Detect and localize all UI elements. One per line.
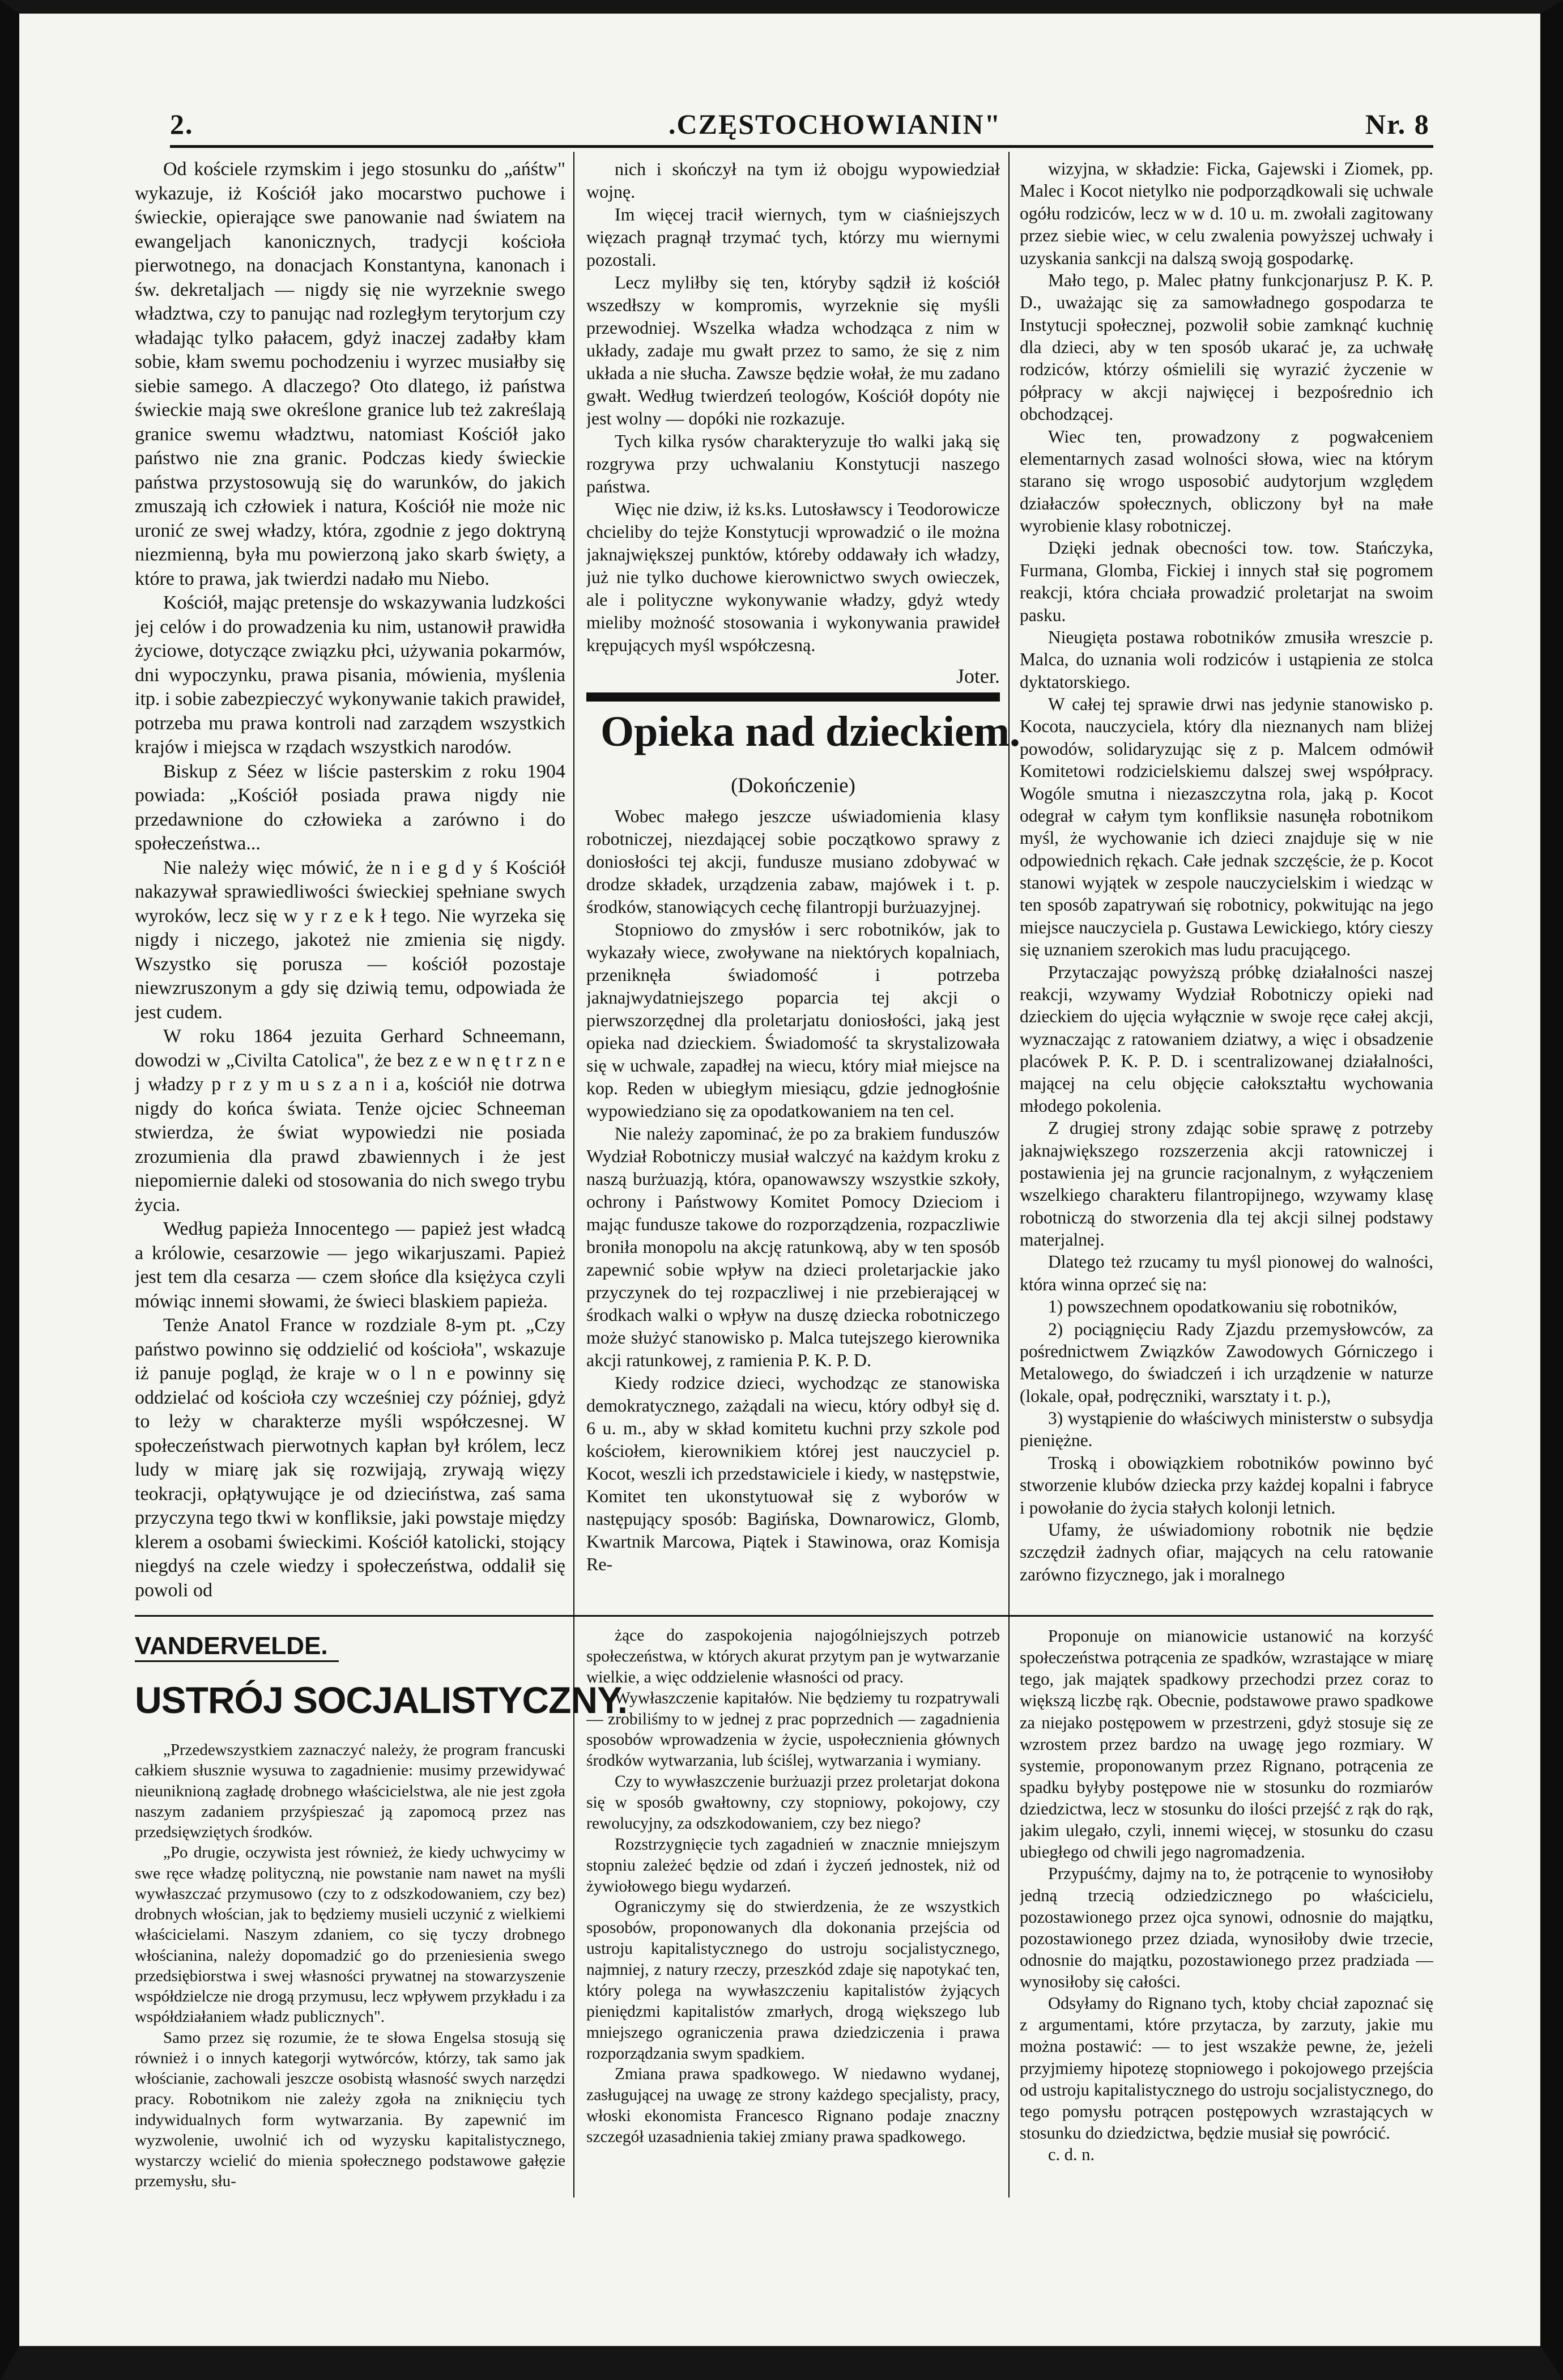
- paragraph: Odsyłamy do Rignano tych, ktoby chciał zapoznać się z argumentami, które przytacza, by zarzuty, jakie mu można postawić: — to jest wszakże pewne, że, jeżeli przyjmiemy hipotezę stopniowego i pokojowego przejścia od ustroju kapitalistycznego do ustroju socjalistycznego, do tego pomysłu potrącen postępowych wzrastających w stosunku do dziedzictwa, będzie musiał się powrócić.: [1020, 1994, 1433, 2143]
- paragraph: Dzięki jednak obecności tow. tow. Stańczyka, Furmana, Glomba, Fickiej i innych stał się pogromem reakcji, która chciała prowadzić proletarjat na swoim pasku.: [1020, 538, 1433, 625]
- header-rule: [170, 145, 1433, 148]
- article-socialism-col-3: [1020, 1625, 1433, 2192]
- issue-number: Nr. 8: [1365, 108, 1430, 140]
- article-church-col-1: [135, 158, 565, 1608]
- page-number: 2.: [170, 108, 194, 140]
- paragraph: W roku 1864 jezuita Gerhard Schneemann, dowodzi w „Civilta Catolica", że bez z e w n ę t r z n e j władzy p r z y m u s z a n i a, kościół nie dotrwa nigdy do końca świata. Tenże ojciec Schneeman stwierdza, że świat wypowiedzi nie posiada zrozumienia dla prawd zbawiennych i że jest niepomiernie daleki od stosowania do nich swego trybu życia.: [135, 1026, 565, 1216]
- paragraph: W całej tej sprawie drwi nas jedynie stanowisko p. Kocota, nauczyciela, który dla nieznanych nam bliżej powodów, solidaryzując się z p. Malcem odmówił Komitetowi rodzicielskiemu dalszej swej współpracy. Wogóle smutna i niezaszczytna rola, jaką p. Kocot odegrał w całym tym konfliksie nasunęła robotnikom myśl, że wychowanie ich dzieci znajduje się w nie odpowiednich rękach. Całe jednak szczęście, że p. Kocot stanowi wyjątek w zespole nauczycielskim i wiedząc w ten sposób zapatrywań się robotnicy, pokwitując na jego miejsce nauczyciela p. Gustawa Lewickiego, który cieszy się uznaniem szerokich mas ludu pracującego.: [1020, 694, 1433, 960]
- author-underline: [135, 1660, 339, 1662]
- paragraph: żące do zaspokojenia najogólniejszych potrzeb społeczeństwa, w których akurat przytym pan je wytwarzanie wielkie, a więc oddzielenie własności od pracy.: [586, 1626, 1000, 1686]
- article-title-child-care: Opieka nad dzieckiem.: [601, 708, 1021, 755]
- article-child-care-col-3: [1020, 158, 1433, 1608]
- paragraph: Biskup z Séez w liście pasterskim z roku 1904 powiada: „Kościół posiada prawa nigdy nie przedawnione do człowieka a zarówno i do społeczeństwa...: [135, 760, 565, 854]
- paragraph: 3) wystąpienie do właściwych ministerstw o subsydja pieniężne.: [1020, 1408, 1433, 1451]
- paragraph: Ograniczymy się do stwierdzenia, że ze wszystkich sposobów, proponowanych dla dokonania przejścia od ustroju kapitalistycznego do ustroju socjalistycznego, najmniej, z natury rzeczy, przeszkód zdaje się napotykać ten, który polega na wywłaszczeniu kapitalistów żyjących pieniędzmi kapitalistów zmarłych, drogą większego lub mniejszego ograniczenia prawa dziedziczenia i prawa rozporządzania swym spadkiem.: [586, 1898, 1000, 2063]
- article-subtitle: (Dokończenie): [731, 774, 855, 797]
- paragraph: Samo przez się rozumie, że te słowa Engelsa stosują się również i o innych kategorji wytwórców, którzy, tak samo jak włościanie, zachowali jeszcze osobistą własność swych narzędzi pracy. Robotnikom nie zależy zgoła na zniknięciu tych indywidualnych form wytwarzania. By zapewnić im wyzwolenie, uwolnić ich od wyzysku kapitalistycznego, wystarczy wcielić do mienia społecznego podstawowe gałęzie przemysłu, słu-: [135, 2028, 565, 2191]
- paragraph: Lecz myliłby się ten, któryby sądził iż kościół wszedłszy w kompromis, wyrzeknie się myśli przewodniej. Wszelka władza wchodząca z nim w układy, zadaje mu gwałt przez to samo, że się z nim układa a nie słucha. Zawsze będzie wołał, że mu zadano gwałt. Według twierdzeń teologów, Kościół dopóty nie jest wolny — dopóki nie rozkazuje.: [586, 272, 1000, 428]
- paragraph: Mało tego, p. Malec płatny funkcjonarjusz P. K. P. D., uważając się za samowładnego gospodarza te Instytucji społecznej, pozwolił sobie zamknąć kuchnię dla dzieci, aby w ten sposób ukarać je, za uchwałę rodziców, którzy ośmielili się wyrazić życzenie w półpracy w akcji najwięcej i bezpośrednio ich obchodzącej.: [1020, 270, 1433, 424]
- paragraph: Rozstrzygnięcie tych zagadnień w znacznie mniejszym stopniu zależeć będzie od zdań i życzeń jednostek, niż od żywiołowego biegu wydarzeń.: [586, 1835, 1000, 1896]
- paragraph: Według papieża Innocentego — papież jest władcą a królowie, cesarzowie — jego wikarjuszami. Papież jest tem dla cesarza — czem słońce dla księżyca czyli mówiąc innemi słowami, że świeci blaskiem papieża.: [135, 1218, 565, 1312]
- paragraph: Więc nie dziw, iż ks.ks. Lutosławscy i Teodorowicze chcieliby do tejże Konstytucji wprowadzić o ile można jaknajwiększej punktów, któreby oddawały ich władzy, już nie tylko duchowe kierownictwo swych owieczek, ale i polityczne wykonywanie władzy, gdyż wtedy mieliby możność stosowania i wykonywania prawideł krępujących myśl współczesną.: [586, 499, 1000, 655]
- paragraph: Wiec ten, prowadzony z pogwałceniem elementarnych zasad wolności słowa, wiec na którym starano się wrogo usposobić audytorjum względem działaczów społecznych, obliczony był na małe wyrobienie klasy robotniczej.: [1020, 426, 1433, 536]
- article-socialism-col-1: [135, 1740, 565, 2193]
- article-child-care-col-2: [586, 805, 1000, 1609]
- article-socialism-col-2: [586, 1625, 1000, 2192]
- paragraph: 1) powszechnem opodatkowaniu się robotników,: [1048, 1297, 1398, 1317]
- column-divider-1: [573, 152, 574, 2198]
- article-separator-rule: [586, 692, 1000, 702]
- paragraph: Przypuśćmy, dajmy na to, że potrącenie to wynosiłoby jedną trzecią odziedzicznego po właścicielu, pozostawionego przez ojca synowi, odnosnie do majątku, pozostawionego przez dziada, wynosiłoby dwie trzecie, odnosnie do majątku, pozostawionego przez pradziada — wynosiłoby się całości.: [1020, 1864, 1433, 1991]
- paragraph: Tenże Anatol France w rozdziale 8-ym pt. „Czy państwo powinno się oddzielić od kościoła", wskazuje iż panuje pogląd, że kraje w o l n e powinny się oddzielać od kościoła czy wcześniej czy później, gdyż to leży w charakterze myśli współczesnej. W społeczeństwach pierwotnych kapłan był królem, lecz ludy w miarę jak się rozwijają, zrywają więzy teokracji, opłątywujące je od dzieciństwa, zaś sama przyczyna tego tkwi w konfliksie, jaki powstaje między klerem a osobami świeckimi. Kościół katolicki, stojący niegdyś na czele wiedzy i społeczeństwa, oddalił się powoli od: [135, 1315, 565, 1601]
- paragraph: Czy to wywłaszczenie burżuazji przez proletarjat dokona się w sposób gwałtowny, czy stopniowy, pokojowy, czy rewolucyjny, za odszkodowaniem, czy bez niego?: [586, 1773, 1000, 1833]
- paragraph: Kościół, mając pretensje do wskazywania ludzkości jej celów i do prowadzenia ku nim, ustanowił prawidła życiowe, dotyczące związku płci, używania pokarmów, dni wypoczynku, prawa pisania, mówienia, myślenia itp. i sobie zabezpieczyć wykonywanie takich prawideł, potrzeba mu prawa kontroli nad zarządem wszystkich krajów i miejsca w rządach wszystkich narodów.: [135, 592, 565, 758]
- section-rule: [135, 1615, 1433, 1617]
- article-title-socialist-system: USTRÓJ SOCJALISTYCZNY.: [135, 1679, 628, 1721]
- paragraph: wizyjna, w składzie: Ficka, Gajewski i Ziomek, pp. Malec i Kocot nietylko nie podporządkowali się uchwale ogółu rodziców, lecz w w d. 10 u. m. zwołali zagitowany przez siebie wiec, w celu zwalenia powyższej uchwały i uzyskania sankcji na dalszą swoją gospodarkę.: [1020, 159, 1433, 268]
- paragraph: Zmiana prawa spadkowego. W niedawno wydanej, zasługującej na uwagę ze strony każdego specjalisty, pracy, włoski ekonomista Francesco Rignano podaje znaczny szczegół uzasadnienia takiej zmiany prawa spadkowego.: [586, 2065, 1000, 2146]
- article-signature: Joter.: [956, 665, 1000, 687]
- paragraph: „Po drugie, oczywista jest również, że kiedy uchwycimy w swe ręce władzę polityczną, nie powstanie nam nawet na myśli wywłaszczać przymusowo (czy to z odszkodowaniem, czy bez) drobnych włościan, jak to będziemy musieli uczynić z wielkiemi właścicielami. Naszym zdaniem, co się tyczy drobnego włościanina, należy dopomadzić go do przeniesienia swego przedsiębiorstwa i swej własności prywatnej na stowarzyszenie współdzielcze nie drogą przymusu, lecz wpływem przykładu i za współdziałaniem władz publicznych".: [135, 1843, 565, 2026]
- paragraph: Ufamy, że uświadomiony robotnik nie będzie szczędził żadnych ofiar, mających na celu ratowanie zarówno fizycznego, jak i moralnego: [1020, 1519, 1433, 1584]
- paragraph: Tych kilka rysów charakteryzuje tło walki jaką się rozgrywa przy uchwalaniu Konstytucji naszego państwa.: [586, 431, 1000, 496]
- paragraph: Im więcej tracił wiernych, tym w ciaśniejszych więzach pragnął trzymać tych, którzy mu wiernymi pozostali.: [586, 204, 1000, 270]
- paragraph: Nie należy zapominać, że po za brakiem funduszów Wydział Robotniczy musiał walczyć na każdym kroku z naszą burżuazją, która, opanowawszy wszystkie szkoły, ochrony i Państwowy Komitet Pomocy Dzieciom i mając fundusze takowe do rozporządzenia, rozpaczliwie broniła monopolu na akcję ratunkową, aby w ten sposób zapewnić sobie wpływ na dzieci proletarjackie jako przyczynek do tej rozpaczliwej i nie przebierającej w środkach walki o wpływ na duszę dziecka robotniczego może służyć stanowisko p. Malca tutejszego kierownika akcji ratunkowej, z ramienia P. K. P. D.: [586, 1123, 1000, 1370]
- paragraph: „Przedewszystkiem zaznaczyć należy, że program francuski całkiem słusznie wysuwa to zagadnienie: musimy przewidywać nieuniknioną zagładę drobnego właścicielstwa, ale nie jest zgoła naszym zadaniem przyśpieszać ją zapomocą przez nas przedsięwziętych środków.: [135, 1741, 565, 1841]
- paragraph: Nie należy więc mówić, że n i e g d y ś Kościół nakazywał sprawiedliwości świeckiej spełniane swych wyroków, lecz się w y r z e k ł tego. Nie wyrzeka się nigdy i niczego, jakoteż nie zmienia się nigdy. Wszystko się porusza — kościół pozostaje niewzruszonym a gdy się dziwią temu, odpowiada że jest cudem.: [135, 857, 565, 1023]
- paragraph: Z drugiej strony zdając sobie sprawę z potrzeby jaknajwiększego rozszerzenia akcji ratowniczej i postawienia jej na gruncie racjonalnym, z wyłączeniem wszelkiego charakteru filantropijnego, wzywamy klasę robotniczą do stworzenia dla tej akcji silnej podstawy materjalnej.: [1020, 1118, 1433, 1250]
- paragraph: Od kościele rzymskim i jego stosunku do „ańśtw" wykazuje, iż Kościół jako mocarstwo puchowe i świeckie, opierające swe panowanie nad światem na ewangeljach kanonicznych, tradycji kościoła pierwotnego, na donacjach Konstantyna, kanonach i św. dekretaljach — nigdy się nie wyrzeknie swego władztwa, czy to panując nad rozległym terytorjum czy władając tylko pałacem, gdyż inaczej zadałby kłam sobie, kłam swemu pochodzeniu i wyrzec musiałby się siebie samego. A dlaczego? Oto dlatego, iż państwa świeckie mają swe określone granice lub też zakreślają granice swemu władztwu, natomiast Kościół jako państwo nie zna granic. Podczas kiedy świeckie państwa przystosowują się do warunków, do jakich zmuszają ich człowiek i natura, Kościół nie może nic uronić ze swej władzy, która, zgodnie z jego doktryną niezmienną, była mu powierzoną jako skarb święty, a które to prawa, jak twierdzi nadało mu Niebo.: [135, 159, 565, 589]
- paragraph: Kiedy rodzice dzieci, wychodząc ze stanowiska demokratycznego, zażądali na wiecu, który odbył się d. 6 u. m., aby w skład komitetu kuchni przy szkole pod kościołem, kierownikiem której jest nauczyciel p. Kocot, weszli ich przedstawiciele i kiedy, w następstwie, Komitet ten ukonstytuował się z wyborów w następujący sposób: Bagińska, Downarowicz, Glomb, Kwartnik Marcowa, Piątek i Stawinowa, oraz Komisja Re-: [586, 1372, 1000, 1574]
- newspaper-title: .CZĘSTOCHOWIANIN": [668, 108, 1002, 140]
- paragraph: Wywłaszczenie kapitałów. Nie będziemy tu rozpatrywali — zrobiliśmy to w jednej z prac poprzednich — zagadnienia sposobów wprowadzenia w życie, uspołecznienia głównych środków wytwarzania, lub ściślej, wytwarzania i wymiany.: [586, 1689, 1000, 1770]
- paragraph: Troską i obowiązkiem robotników powinno być stworzenie klubów dziecka przy każdej kopalni i fabryce i powołanie do życia stałych kolonji letnich.: [1020, 1452, 1433, 1518]
- article-author: VANDERVELDE.: [135, 1632, 328, 1660]
- article-church-col-2: [586, 158, 1000, 656]
- paragraph: Stopniowo do zmysłów i serc robotników, jak to wykazały wiece, zwoływane na niektórych kopalniach, przeniknęła świadomość i potrzeba jaknajwydatniejszego poparcia tej akcji o pierwszorzędnej dla proletarjatu doniosłości, jaką jest opieka nad dzieckiem. Świadomość ta skrystalizowała się w uchwale, zapadłej na wiecu, który miał miejsce na kop. Reden w ubiegłym miesiącu, gdzie jednogłośnie wypowiedziano się za opodatkowaniem na ten cel.: [586, 919, 1000, 1121]
- paragraph: c. d. n.: [1048, 2145, 1095, 2164]
- paragraph: Proponuje on mianowicie ustanowić na korzyść społeczeństwa potrącenia ze spadków, wzrastające w miarę tego, jak majątek spadkowy przechodzi przez coraz to większą liczbę rąk. Obecnie, podstawowe prawo spadkowe za niejako postępowem w przestrzeni, gdyż stosuje się ze wzrostem przez bardzo na uwagę jego rozmiary. W systemie, proponowanym przez Rignano, potrącenia ze spadku byłyby postępowe nie w stosunku do rozmiarów dziedzictwa, lecz w stosunku do ilości przejść z rąk do rąk, jakim ulegało, czyli, innemi więcej, w stosunku do czasu ubiegłego od chwili jego nagromadzenia.: [1020, 1626, 1433, 1862]
- paragraph: 2) pociągnięciu Rady Zjazdu przemysłowców, za pośrednictwem Związków Zawodowych Górniczego i Metalowego, do świadczeń i ich urządzenie w naturze (lokale, opał, podręczniki, warsztaty i t. p.),: [1020, 1319, 1433, 1406]
- page-header: [170, 102, 1433, 147]
- paragraph: Nieugięta postawa robotników zmusiła wreszcie p. Malca, do uznania woli rodziców i ustąpienia ze stolca dyktatorskiego.: [1020, 627, 1433, 692]
- paragraph: Przytaczając powyższą próbkę działalności naszej reakcji, wzywamy Wydział Robotniczy opieki nad dzieckiem do ujęcia wyłącznie w swoje ręce całej akcji, wyznaczając z ratowaniem dziatwy, a więc i obsadzenie placówek P. K. P. D. i scentralizowanej działalności, mającej na celu objęcie całokształtu wychowania młodego pokolenia.: [1020, 962, 1433, 1116]
- paragraph: Dlatego też rzucamy tu myśl pionowej do walności, która winna oprzeć się na:: [1020, 1252, 1433, 1294]
- column-divider-2: [1008, 152, 1010, 2198]
- paragraph: nich i skończył na tym iż obojgu wypowiedział wojnę.: [586, 159, 1000, 202]
- paragraph: Wobec małego jeszcze uświadomienia klasy robotniczej, niezdającej sobie początkowo sprawy z doniosłości tej akcji, fundusze musiano zdobywać w drodze składek, urządzenia zabaw, majówek i t. p. środków, stanowiących cechę filantropji burżuazyjnej.: [586, 806, 1000, 917]
